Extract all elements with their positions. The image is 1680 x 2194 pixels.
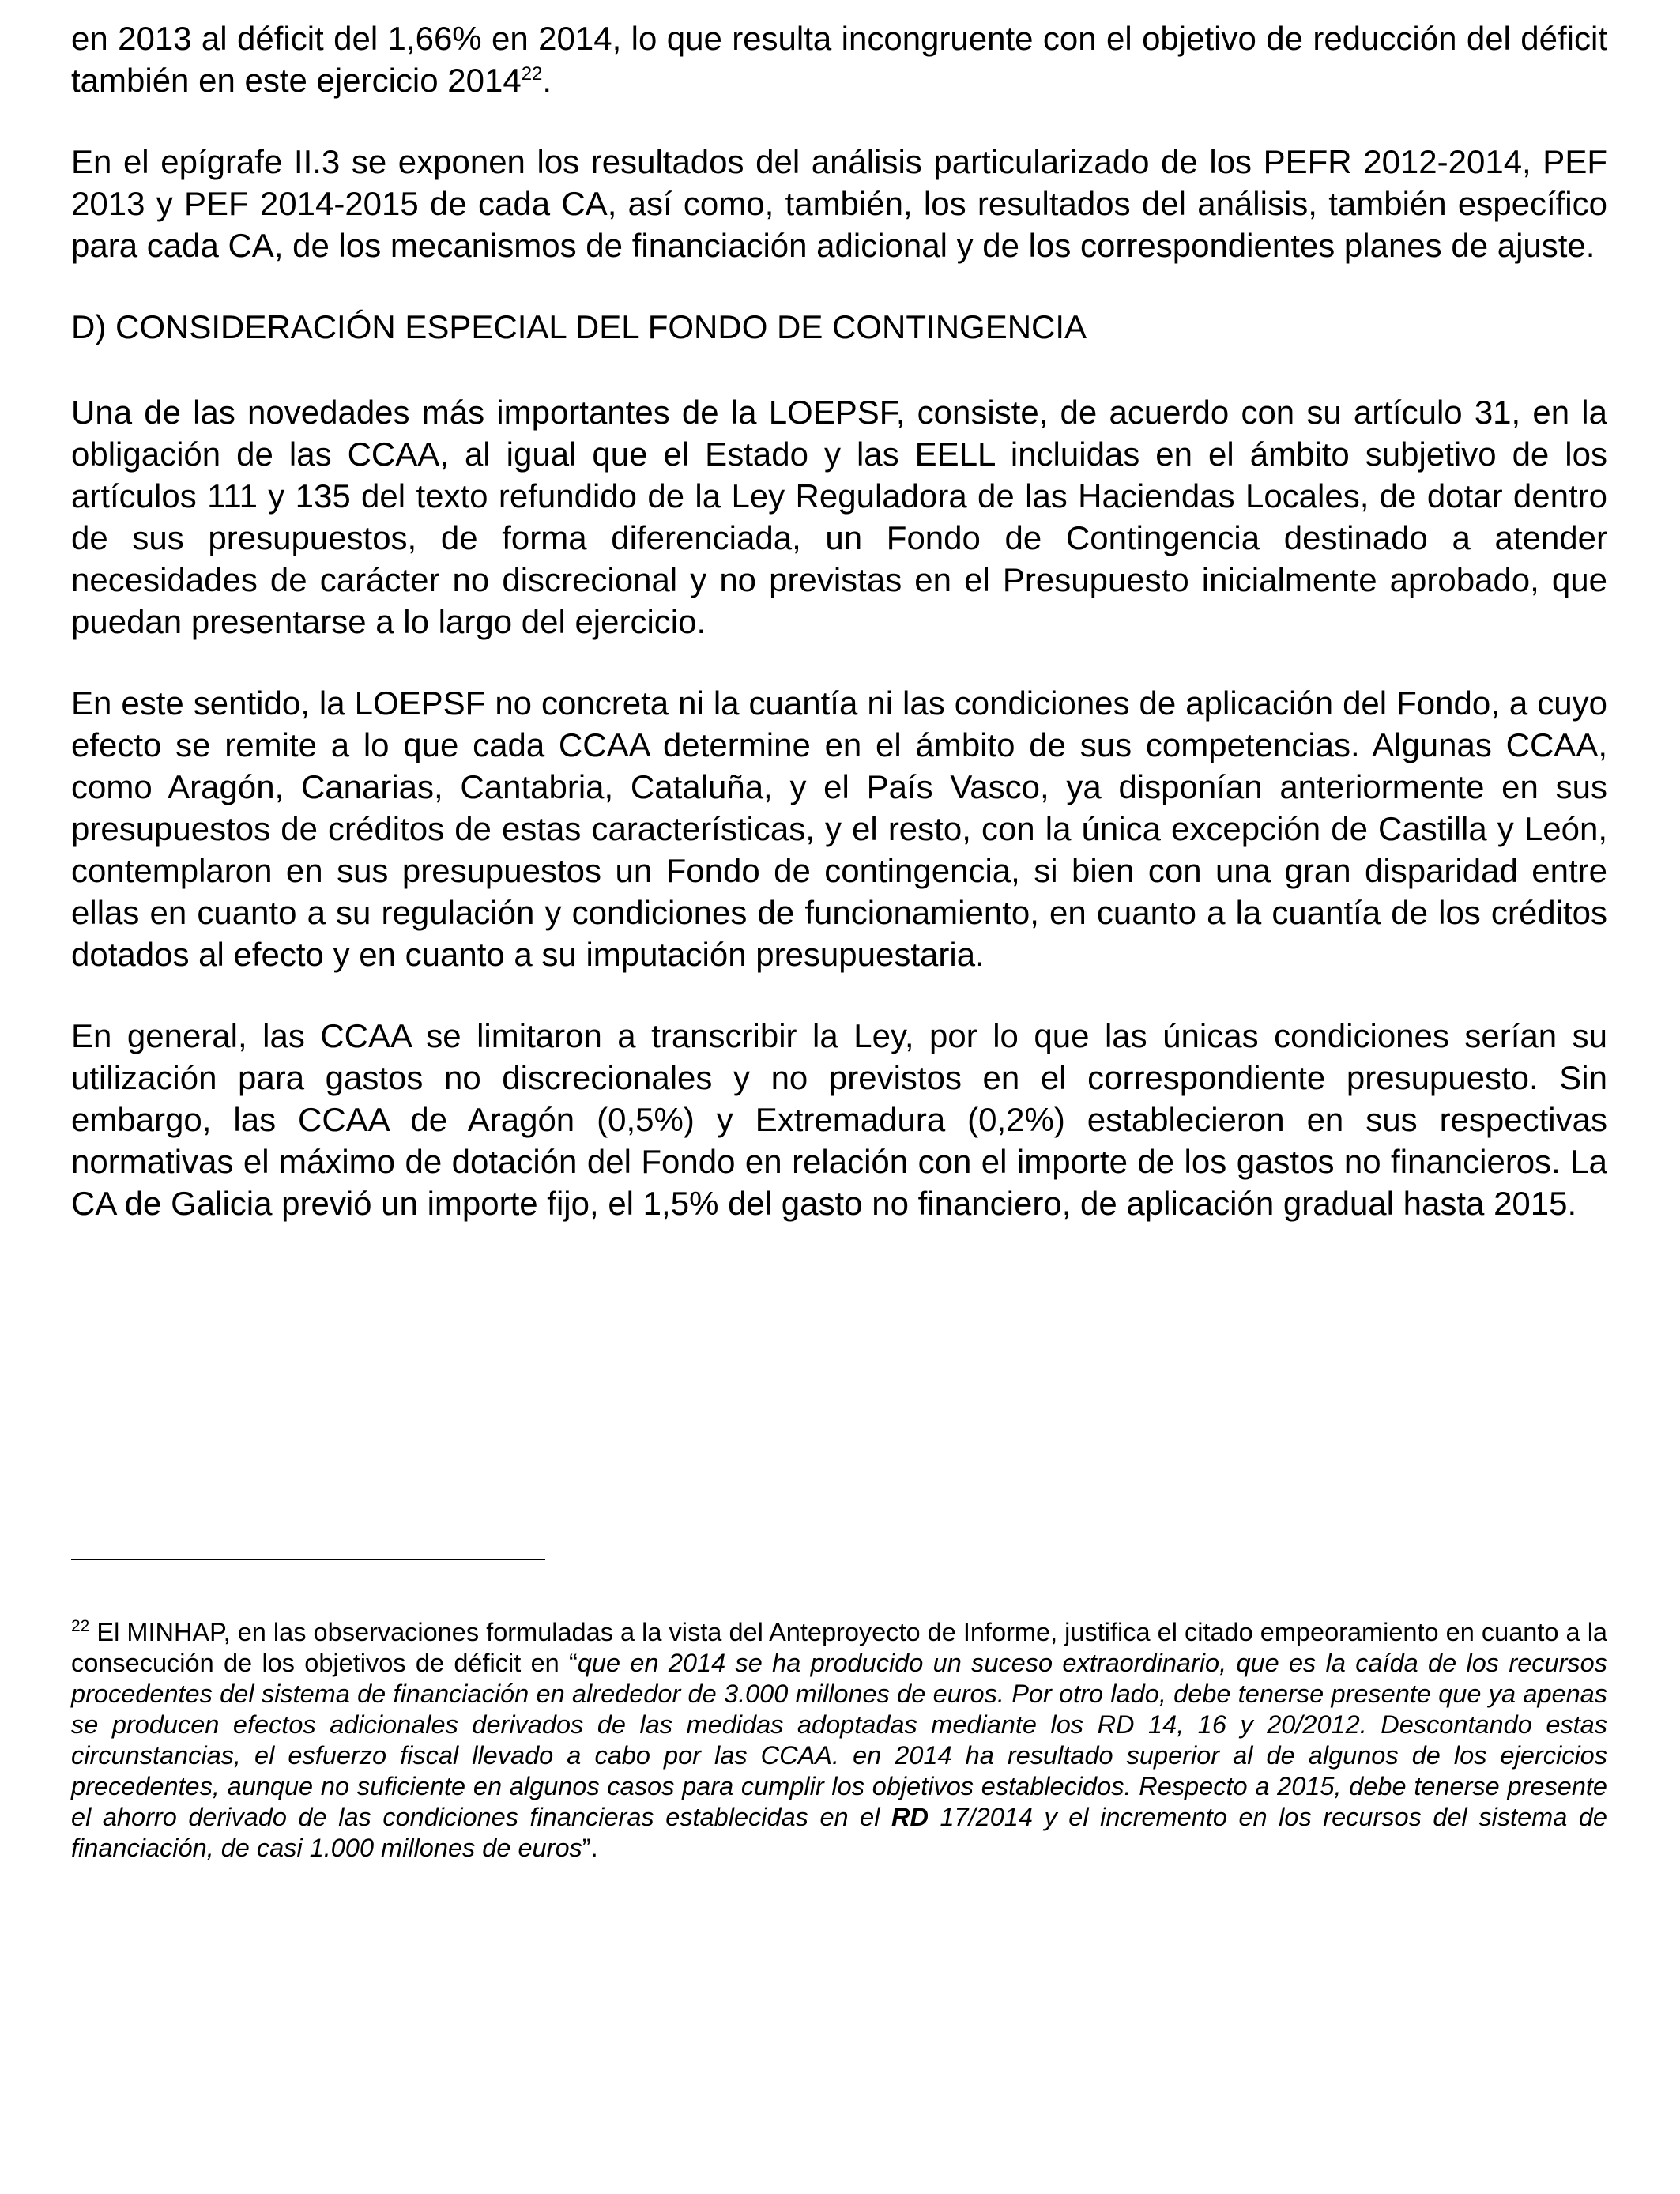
paragraph-deficit-text: en 2013 al déficit del 1,66% en 2014, lo que resulta incongruente con el objetivo de reducción del déficit también en este ejercicio 2014 — [71, 20, 1607, 99]
paragraph-deficit — [71, 17, 1607, 101]
footnote-separator — [71, 1559, 545, 1560]
footnote-ref-22[interactable]: 22 — [521, 63, 543, 85]
paragraph-general: En general, las CCAA se limitaron a transcribir la Ley, por lo que las únicas condiciones serían su utilización para gastos no discrecionales y no previstos en el correspondiente presupuesto. Sin embargo, las CCAA de Aragón (0,5%) y Extremadura (0,2%) establecieron en sus respectivas normativas el máximo de dotación del Fondo en relación con el importe de los gastos no financieros. La CA de Galicia previó un importe fijo, el 1,5% del gasto no financiero, de aplicación gradual hasta 2015. — [71, 1017, 1607, 1222]
paragraph-sentido: En este sentido, la LOEPSF no concreta ni la cuantía ni las condiciones de aplicación del Fondo, a cuyo efecto se remite a lo que cada CCAA determine en el ámbito de sus competencias. Algunas CCAA, como Aragón, Canarias, Cantabria, Cataluña, y el País Vasco, ya disponían anteriormente en sus presupuestos de créditos de estas características, y el resto, con la única excepción de Castilla y León, contemplaron en sus presupuestos un Fondo de contingencia, si bien con una gran disparidad entre ellas en cuanto a su regulación y condiciones de funcionamiento, en cuanto a la cuantía de los créditos dotados al efecto y en cuanto a su imputación presupuestaria. — [71, 684, 1607, 973]
document-page — [71, 17, 1607, 1224]
section-heading: D) CONSIDERACIÓN ESPECIAL DEL FONDO DE CONTINGENCIA — [71, 308, 1087, 345]
footnote-number: 22 — [71, 1617, 90, 1636]
footnote-outro: ”. — [582, 1834, 598, 1862]
paragraph-novedades: Una de las novedades más importantes de la LOEPSF, consiste, de acuerdo con su artículo 31, en la obligación de las CCAA, al igual que el Estado y las EELL incluidas en el ámbito subjetivo de los artículos 111 y 135 del texto refundido de la Ley Reguladora de las Haciendas Locales, de dotar dentro de sus presupuestos, de forma diferenciada, un Fondo de Contingencia destinado a atender necesidades de carácter no discrecional y no previstas en el Presupuesto inicialmente aprobado, que puedan presentarse a lo largo del ejercicio. — [71, 394, 1607, 640]
footnote-intro: El MINHAP, en las observaciones formuladas a la vista del Anteproyecto de Informe, justifica el citado empeoramiento en cuanto a la consecución de los objetivos de déficit en “ — [71, 1618, 1607, 1677]
paragraph-deficit-end: . — [542, 62, 552, 99]
footnote-quote-b: 17/2014 y el incremento en los recursos del sistema de financiación, de casi 1.000 millones de euros — [71, 1803, 1607, 1862]
paragraph-epigrafe: En el epígrafe II.3 se exponen los resultados del análisis particularizado de los PEFR 2012-2014, PEF 2013 y PEF 2014-2015 de cada CA, así como, también, los resultados del análisis, también específico para cada CA, de los mecanismos de financiación adicional y de los correspondientes planes de ajuste. — [71, 143, 1607, 264]
footnote-22 — [71, 1617, 1607, 1864]
footnote-quote-a: que en 2014 se ha producido un suceso extraordinario, que es la caída de los recursos procedentes del sistema de financiación en alrededor de 3.000 millones de euros. Por otro lado, debe tenerse presente que ya apenas se producen efectos adicionales derivados de las medidas adoptadas mediante los RD 14, 16 y 20/2012. Descontando estas circunstancias, el esfuerzo fiscal llevado a cabo por las CCAA. en 2014 ha resultado superior al de algunos de los ejercicios precedentes, aunque no suficiente en algunos casos para cumplir los objetivos establecidos. Respecto a 2015, debe tenerse presente el ahorro derivado de las condiciones financieras establecidas en el — [71, 1649, 1607, 1831]
footnote-quote-bold: RD — [891, 1803, 929, 1831]
